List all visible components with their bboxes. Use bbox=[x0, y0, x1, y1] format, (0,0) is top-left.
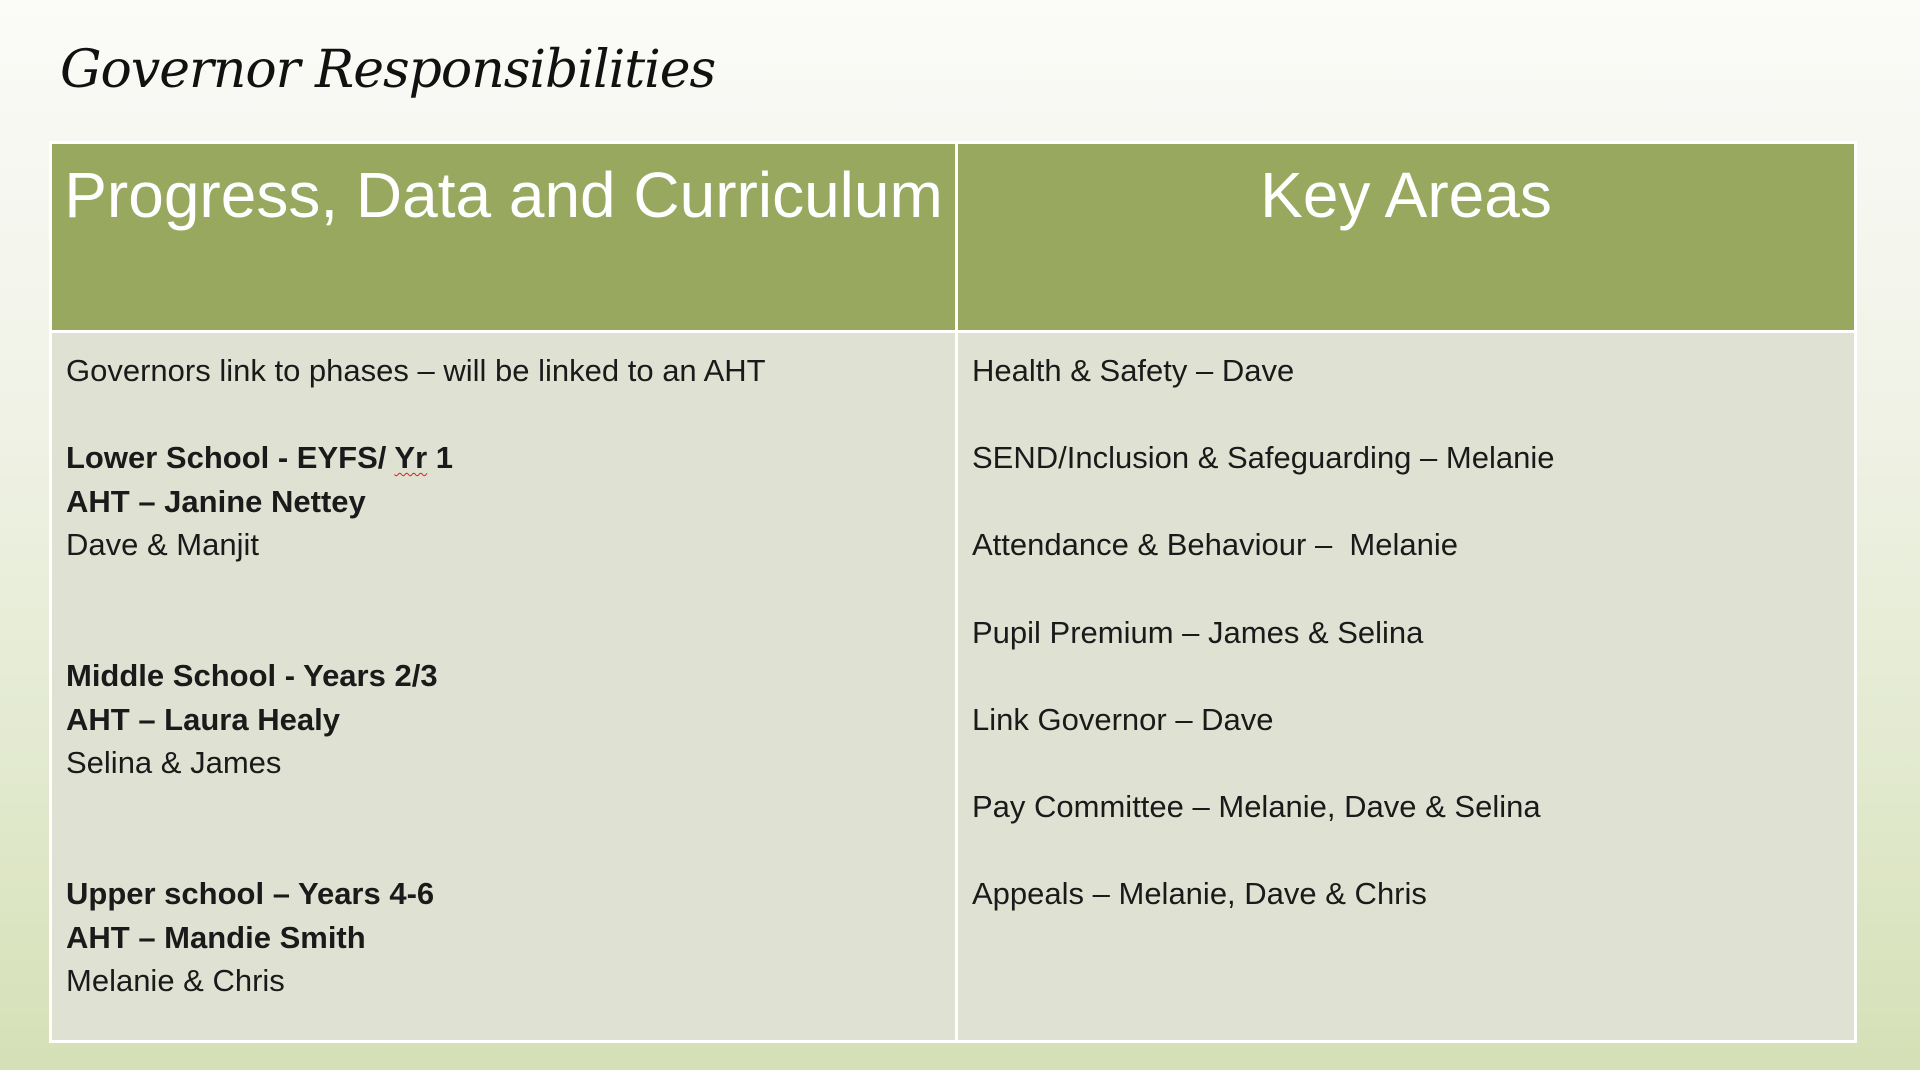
key-area-item: Pay Committee – Melanie, Dave & Selina bbox=[972, 788, 1541, 824]
spacer bbox=[66, 393, 941, 437]
phase-governors-lower-school: Dave & Manjit bbox=[66, 527, 259, 563]
phase-governors-upper-school: Melanie & Chris bbox=[66, 963, 285, 999]
phase-heading-lower-school bbox=[66, 436, 941, 480]
phase-aht-lower-school: AHT – Janine Nettey bbox=[66, 483, 366, 519]
key-area-item: Health & Safety – Dave bbox=[972, 353, 1295, 388]
phase-heading-text: Lower School - EYFS/ bbox=[66, 440, 395, 476]
phases-intro: Governors link to phases – will be linked to an AHT bbox=[66, 353, 766, 388]
responsibilities-table bbox=[49, 141, 1857, 1043]
key-area-item: Attendance & Behaviour – Melanie bbox=[972, 527, 1458, 563]
key-area-item: Link Governor – Dave bbox=[972, 701, 1274, 737]
phase-aht-middle-school: AHT – Laura Healy bbox=[66, 701, 340, 737]
key-areas-cell bbox=[958, 333, 1854, 1040]
key-area-item: SEND/Inclusion & Safeguarding – Melanie bbox=[972, 440, 1555, 476]
slide-title: Governor Responsibilities bbox=[60, 40, 716, 100]
phase-heading-text: 1 bbox=[427, 440, 454, 476]
phase-governors-middle-school: Selina & James bbox=[66, 745, 282, 781]
phases-cell bbox=[52, 333, 955, 1040]
header-progress-data-curriculum: Progress, Data and Curriculum bbox=[52, 144, 955, 330]
phase-heading-middle-school: Middle School - Years 2/3 bbox=[66, 658, 438, 694]
header-key-areas: Key Areas bbox=[958, 144, 1854, 330]
phase-heading-upper-school: Upper school – Years 4-6 bbox=[66, 876, 435, 912]
key-area-item: Pupil Premium – James & Selina bbox=[972, 614, 1424, 650]
phase-aht-upper-school: AHT – Mandie Smith bbox=[66, 919, 366, 955]
spacer bbox=[66, 785, 941, 872]
key-area-item: Appeals – Melanie, Dave & Chris bbox=[972, 876, 1427, 912]
spacer bbox=[66, 567, 941, 654]
spellcheck-flagged-word: Yr bbox=[394, 440, 428, 476]
